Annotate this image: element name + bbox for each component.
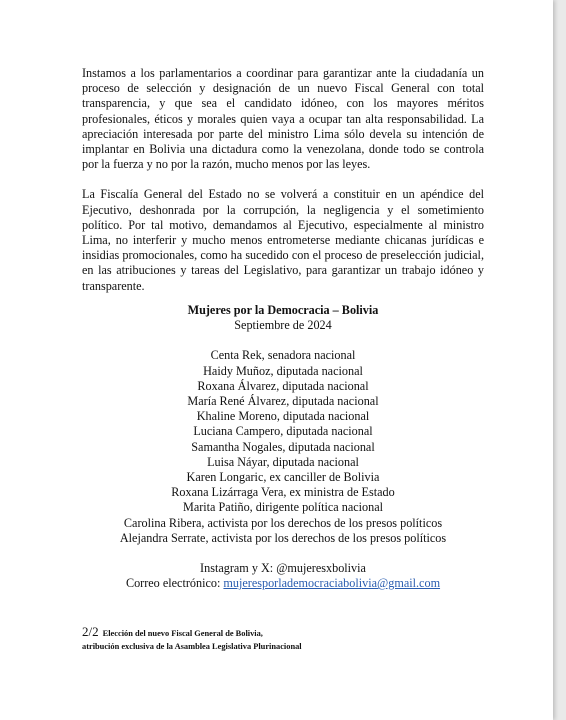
page-number: 2/2 — [82, 624, 99, 639]
signer: Luciana Campero, diputada nacional — [193, 424, 373, 439]
signer: Luisa Náyar, diputada nacional — [207, 454, 359, 469]
social-handle: Instagram y X: @mujeresxbolivia — [200, 561, 366, 576]
email-label: Correo electrónico: — [125, 576, 224, 591]
signer: María René Álvarez, diputada nacional — [187, 394, 379, 409]
signer: Carolina Ribera, activista por los derechos de los presos políticos — [123, 515, 443, 530]
signature-date: Septiembre de 2024 — [234, 318, 332, 333]
signature-block — [82, 303, 484, 591]
letter-body — [82, 66, 484, 309]
page-footer — [82, 623, 502, 652]
signer: Haidy Muñoz, diputada nacional — [203, 363, 363, 378]
signer: Roxana Álvarez, diputada nacional — [197, 378, 369, 393]
signer: Centa Rek, senadora nacional — [210, 348, 356, 363]
signer: Alejandra Serrate, activista por los derechos de los presos políticos — [119, 530, 447, 545]
signer: Marita Patiño, dirigente política nacional — [182, 500, 384, 515]
signer-list — [82, 348, 484, 546]
paragraph-2: La Fiscalía General del Estado no se volverá a constituir en un apéndice del Ejecutivo, deshonrada por la corrupción, la negligencia y el sometimiento político. Por tal motivo, demandamos al Ejecutivo, especialmente al ministro Lima, no interferir y mucho menos entrometerse mediante chicanas jurídicas e insidias promocionales, como ha sucedido con el proceso de preselección judicial, en las atribuciones y tareas del Legislativo, para garantizar un trabajo idóneo y transparente. — [82, 187, 484, 293]
email-link[interactable]: mujeresporlademocraciabolivia@gmail.com — [223, 576, 441, 591]
footer-title-line-2: atribución exclusiva de la Asamblea Legislativa Plurinacional — [82, 642, 302, 651]
footer-title-line-1: Elección del nuevo Fiscal General de Bolivia, — [102, 629, 263, 638]
signer: Roxana Lizárraga Vera, ex ministra de Estado — [171, 485, 395, 500]
signer: Karen Longaric, ex canciller de Bolivia — [186, 470, 380, 485]
signer: Khaline Moreno, diputada nacional — [196, 409, 370, 424]
organization-name: Mujeres por la Democracia – Bolivia — [187, 303, 379, 317]
email-line — [82, 576, 484, 591]
paragraph-1: Instamos a los parlamentarios a coordinar para garantizar ante la ciudadanía un proceso de selección y designación de un nuevo Fiscal General con total transparencia, y que sea el candidato idóneo, con los mayores méritos profesionales, éticos y morales quien vaya a ocupar tan alta responsabilidad. La apreciación interesada por parte del ministro Lima sólo devela su intención de implantar en Bolivia una dictadura como la venezolana, donde todo se controla por la fuerza y no por la razón, mucho menos por las leyes. — [82, 66, 484, 172]
signer: Samantha Nogales, diputada nacional — [191, 439, 375, 454]
